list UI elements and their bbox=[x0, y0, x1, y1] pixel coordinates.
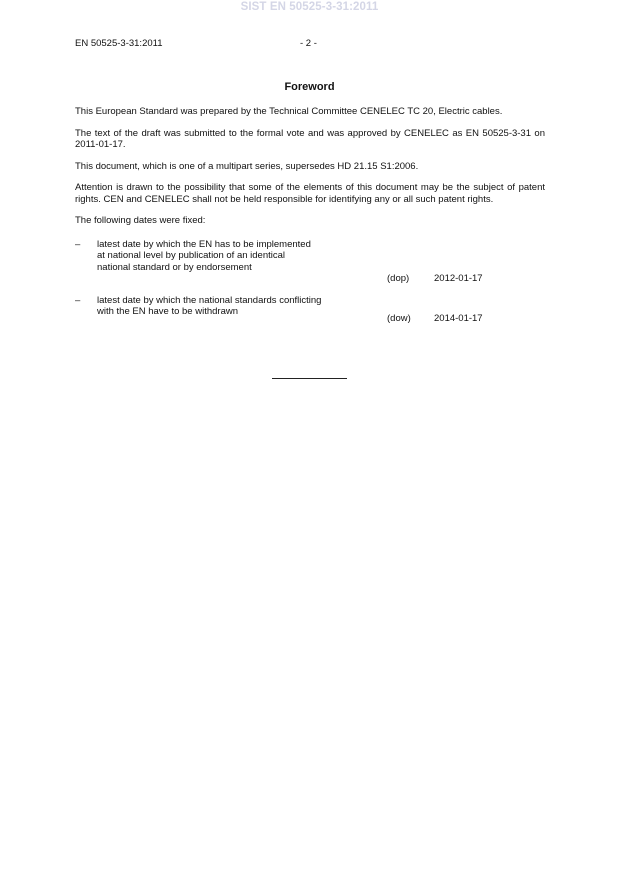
paragraph-supersedes: This document, which is one of a multipart series, supersedes HD 21.15 S1:2006. bbox=[75, 160, 419, 172]
document-id: EN 50525-3-31:2011 bbox=[75, 38, 163, 49]
page-number: - 2 - bbox=[300, 38, 317, 49]
end-rule bbox=[272, 378, 347, 379]
paragraph-dates-intro: The following dates were fixed: bbox=[75, 215, 206, 226]
foreword-body bbox=[75, 106, 545, 325]
paragraph-approval: The text of the draft was submitted to the formal vote and was approved by CENELEC as EN 50525-3-31 on 2011-01-17. bbox=[75, 127, 545, 150]
date-value: 2014-01-17 bbox=[434, 313, 483, 324]
dash-bullet: – bbox=[75, 294, 81, 306]
paragraph-patent-rights: Attention is drawn to the possibility that some of the elements of this document may be the subject of patent rights. CEN and CENELEC shall not be held responsible for identifying any or all such patent rights. bbox=[75, 182, 545, 205]
date-item-dop bbox=[75, 239, 545, 285]
date-item-dow bbox=[75, 295, 545, 325]
dash-bullet: – bbox=[75, 238, 81, 250]
date-abbreviation: (dow) bbox=[387, 313, 411, 324]
paragraph-prepared-by: This European Standard was prepared by the Technical Committee CENELEC TC 20, Electric cables. bbox=[75, 106, 503, 117]
date-value: 2012-01-17 bbox=[434, 273, 483, 284]
date-abbreviation: (dop) bbox=[387, 273, 410, 284]
foreword-title: Foreword bbox=[284, 81, 335, 93]
date-description: latest date by which the EN has to be implemented at national level by publication of an identical national standard or by endorsement bbox=[97, 238, 311, 273]
watermark: SIST EN 50525-3-31:2011 bbox=[240, 1, 379, 13]
date-description: latest date by which the national standards conflicting with the EN have to be withdrawn bbox=[97, 294, 322, 317]
